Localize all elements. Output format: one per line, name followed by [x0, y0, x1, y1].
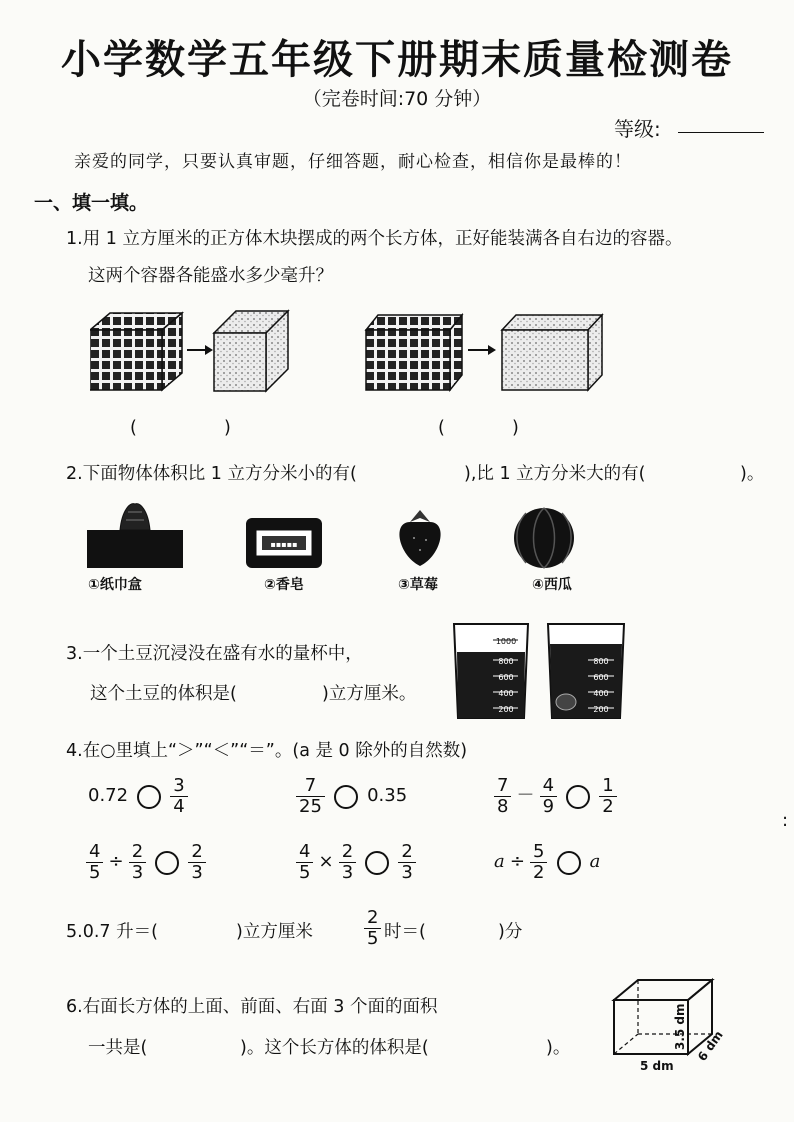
fraction: $\frac{7}{8}$: [494, 776, 511, 817]
cuboid-height-label: 3.5 dm: [673, 1003, 687, 1050]
q6-answer-blank-1[interactable]: [158, 1036, 238, 1058]
q6-line2-part1: 一共是(: [88, 1038, 148, 1058]
q2-answer-blank-2[interactable]: [680, 462, 736, 484]
q6-line1: 6.右面长方体的上面、前面、右面 3 个面的面积: [66, 997, 438, 1017]
grade-blank[interactable]: [678, 132, 764, 133]
q1-line1: 1.用 1 立方厘米的正方体木块摆成的两个长方体，正好能装满各自右边的容器。: [66, 229, 683, 249]
greeting-text: 亲爱的同学，只要认真审题，仔细答题，耐心检查，相信你是最棒的！: [74, 152, 632, 172]
q5-answer-blank-1[interactable]: [176, 920, 234, 942]
q1-answer-close-2: ): [512, 418, 519, 438]
fraction: $\frac{4}{9}$: [540, 776, 557, 817]
compare-circle[interactable]: [365, 851, 389, 875]
q1-answer-close-1: ): [224, 418, 231, 438]
q1-cube-stack-2: [366, 315, 462, 390]
fraction: $\frac{5}{2}$: [530, 842, 547, 883]
operator: ÷: [509, 851, 525, 872]
arrow-right-icon: [468, 345, 496, 355]
q2-text-part1: 2.下面物体体积比 1 立方分米小的有(: [66, 464, 357, 484]
compare-circle[interactable]: [137, 785, 161, 809]
q4-title: 4.在○里填上“＞”“＜”“＝”。(a 是 0 除外的自然数): [66, 741, 468, 761]
q3-answer-blank[interactable]: [258, 682, 320, 704]
tissue-box-icon: [87, 504, 183, 568]
fraction: $\frac{4}{5}$: [296, 842, 313, 883]
fraction: $\frac{3}{4}$: [170, 776, 187, 817]
operator: －: [516, 785, 535, 806]
q4-value: 0.72: [88, 785, 129, 806]
item-caption-tissue-box: ①纸巾盒: [88, 577, 142, 593]
cup1-mark-400: 400: [498, 689, 514, 698]
q6-line2-part3: )。: [546, 1038, 571, 1058]
q5-text-part1: 5.0.7 升＝(: [66, 922, 158, 942]
q4-compare-4: [86, 842, 206, 883]
fraction: $\frac{2}{5}$: [364, 908, 381, 949]
q3-line1: 3.一个土豆沉浸没在盛有水的量杯中，: [66, 644, 363, 664]
q1-line2: 这两个容器各能盛水多少毫升？: [88, 266, 333, 286]
section-title: 一、填一填。: [34, 192, 149, 214]
operator: ÷: [108, 851, 124, 872]
variable-a: a: [589, 851, 601, 872]
fraction: $\frac{1}{2}$: [599, 776, 616, 817]
q3-line2-part2: )立方厘米。: [322, 684, 417, 704]
cup2-mark-400: 400: [593, 689, 609, 698]
q2-text-part2: ),比 1 立方分米大的有(: [464, 464, 646, 484]
q4-compare-2: [296, 776, 407, 817]
operator: ×: [318, 851, 334, 872]
soap-icon: [246, 518, 322, 568]
q1-answer-open-1: (: [130, 418, 137, 438]
potato-icon: [556, 694, 576, 710]
strawberry-icon: [399, 510, 440, 566]
svg-text:▪▪▪▪▪: ▪▪▪▪▪: [270, 540, 298, 549]
q5-hour-fraction: [364, 908, 381, 949]
compare-circle[interactable]: [155, 851, 179, 875]
cup1-mark-600: 600: [498, 673, 514, 682]
item-caption-strawberry: ③草莓: [398, 577, 438, 593]
q3-line2-part1: 这个土豆的体积是(: [90, 684, 237, 704]
q1-container-2: [502, 315, 602, 390]
fraction: $\frac{2}{3}$: [188, 842, 205, 883]
watermelon-icon: [514, 508, 574, 568]
q5-text-part4: )分: [498, 922, 523, 942]
grade-label: 等级:: [614, 117, 661, 141]
q4-value: 0.35: [367, 785, 408, 806]
cup2-mark-800: 800: [593, 657, 609, 666]
q2-text-part3: )。: [740, 464, 765, 484]
cup1-mark-200: 200: [498, 705, 514, 714]
q1-figures: [90, 305, 630, 410]
compare-circle[interactable]: [334, 785, 358, 809]
fraction: $\frac{2}{3}$: [398, 842, 415, 883]
cuboid-length-label: 5 dm: [640, 1059, 674, 1073]
cup1-mark-1000: 1000: [495, 637, 517, 646]
cup2-mark-200: 200: [593, 705, 609, 714]
cuboid-width-label: 6 dm: [694, 1028, 726, 1064]
q4-compare-6: [494, 842, 600, 883]
q6-cuboid-figure: [600, 970, 730, 1080]
cup1-mark-800: 800: [498, 657, 514, 666]
item-caption-soap: ②香皂: [264, 577, 304, 593]
page-subtitle: （完卷时间:70 分钟）: [302, 88, 492, 110]
fraction: $\frac{7}{25}$: [296, 776, 325, 817]
fraction: $\frac{2}{3}$: [339, 842, 356, 883]
margin-mark: :: [782, 810, 789, 831]
q1-answer-open-2: (: [438, 418, 445, 438]
compare-circle[interactable]: [557, 851, 581, 875]
item-caption-watermelon: ④西瓜: [532, 577, 572, 593]
q2-answer-blank-1[interactable]: [400, 462, 460, 484]
q1-cube-stack-1: [90, 313, 182, 390]
cup2-mark-600: 600: [593, 673, 609, 682]
page-title: 小学数学五年级下册期末质量检测卷: [61, 36, 733, 83]
q3-measuring-cups: [448, 618, 628, 722]
arrow-right-icon: [187, 345, 213, 355]
q6-line2-part2: )。这个长方体的体积是(: [240, 1038, 429, 1058]
q5-answer-blank-2[interactable]: [440, 920, 496, 942]
q1-answer-blank-2[interactable]: [452, 420, 508, 442]
q4-compare-5: [296, 842, 416, 883]
q4-compare-3: [494, 776, 617, 817]
q2-objects: [80, 500, 580, 572]
fraction: $\frac{2}{3}$: [129, 842, 146, 883]
measuring-cup-2: [548, 624, 624, 718]
q5-text-part2: )立方厘米: [236, 922, 313, 942]
fraction: $\frac{4}{5}$: [86, 842, 103, 883]
q4-compare-1: [88, 776, 188, 817]
variable-a: a: [494, 851, 505, 872]
compare-circle[interactable]: [566, 785, 590, 809]
q1-answer-blank-1[interactable]: [145, 420, 220, 442]
q1-container-1: [214, 311, 288, 391]
q6-answer-blank-2[interactable]: [466, 1036, 544, 1058]
measuring-cup-1: [454, 624, 528, 718]
q5-text-part3: 时＝(: [384, 922, 426, 942]
